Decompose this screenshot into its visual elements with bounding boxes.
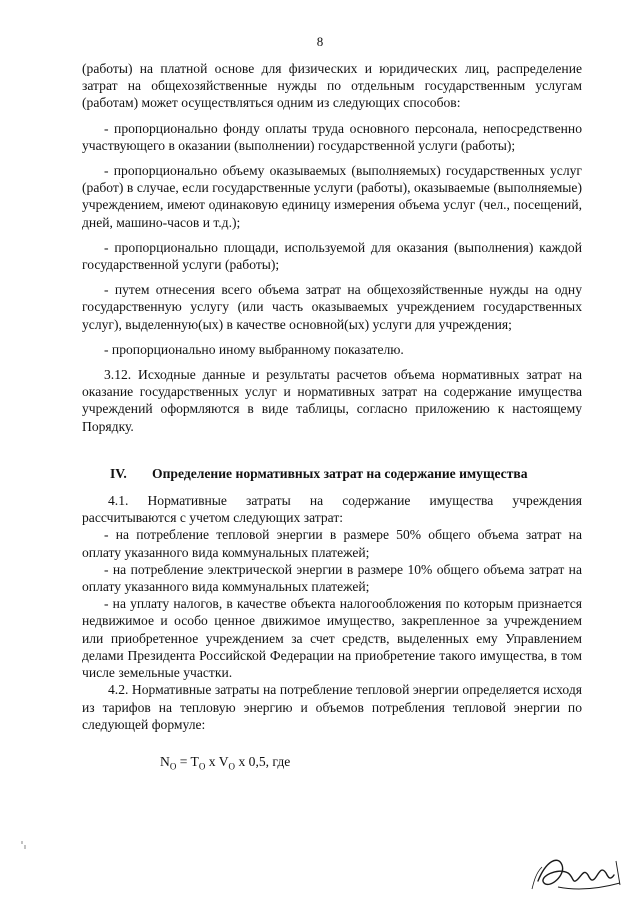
formula-v: V [218,753,229,769]
formula-eq: = [176,753,191,769]
formula-x1: x [205,753,219,769]
formula-t: T [190,753,199,769]
list-item-taxes: - на уплату налогов, в качестве объекта налогообложения по которым признается недвижимое и особо ценное движимое имущество, закрепленное за учреждением или приобретенное учреждением за счет средств, выделенных ему Управлением делами Президента Российской Федерации на приобретение такого имущества, в том числе земельные участки. [82,596,582,681]
formula-n-sub: O [169,761,177,772]
paragraph-4-2: 4.2. Нормативные затраты на потребление тепловой энергии определяется исходя из тарифов на тепловую энергию и объемов потребления тепловой энергии по следующей формуле: [82,682,582,732]
section-title: Определение нормативных затрат на содержание имущества [152,465,528,481]
page-number: 8 [316,34,324,49]
paragraph-continuation: (работы) на платной основе для физических и юридических лиц, распределение затрат на общехозяйственные нужды по отдельным государственным услугам (работам) может осуществляться одним из следующих способов: [82,61,582,111]
paragraph-3-12: 3.12. Исходные данные и результаты расчетов объема нормативных затрат на оказание государственных услуг и нормативных затрат на содержание имущества учреждений оформляются в виде таблицы, согласно приложению к настоящему Порядку. [82,367,582,434]
list-item-wage-fund: - пропорционально фонду оплаты труда основного персонала, непосредственно участвующего в оказании (выполнении) государственной услуги (работы); [82,120,582,153]
list-item-area: - пропорционально площади, используемой для оказания (выполнения) каждой государственной услуги (работы); [82,239,582,273]
list-item-other-indicator: - пропорционально иному выбранному показателю. [104,341,404,357]
formula-n: N [160,753,170,769]
section-number: IV. [110,465,127,481]
margin-marks [20,840,28,850]
section-heading [82,465,582,482]
list-item-heat: - на потребление тепловой энергии в размере 50% общего объема затрат на оплату указанного вида коммунальных платежей; [82,527,582,560]
document-body [82,60,582,776]
list-item-volume: - пропорционально объему оказываемых (выполняемых) государственных услуг (работ) в случае, если государственные услуги (работы), оказываемые (выполняемые) учреждением, имеют одинаковую единицу измерения объема услуг (чел., посещений, дней, машино-часов и т.д.); [82,163,582,230]
formula [82,753,582,776]
list-item-electricity: - на потребление электрической энергии в размере 10% общего объема затрат на оплату указанного вида коммунальных платежей; [82,561,582,595]
signature-image [528,851,628,895]
formula-t-sub: O [198,761,206,772]
paragraph-4-1: 4.1. Нормативные затраты на содержание имущества учреждения рассчитываются с учетом следующих затрат: [82,493,582,526]
list-item-single-service: - путем отнесения всего объема затрат на общехозяйственные нужды на одну государственную услугу (или часть оказываемых учреждением государственных услуг), выделенную(ых) в качестве основной(ых) услуги для учреждения; [82,282,582,332]
formula-tail: x 0,5, где [235,753,291,769]
formula-v-sub: O [228,761,236,772]
